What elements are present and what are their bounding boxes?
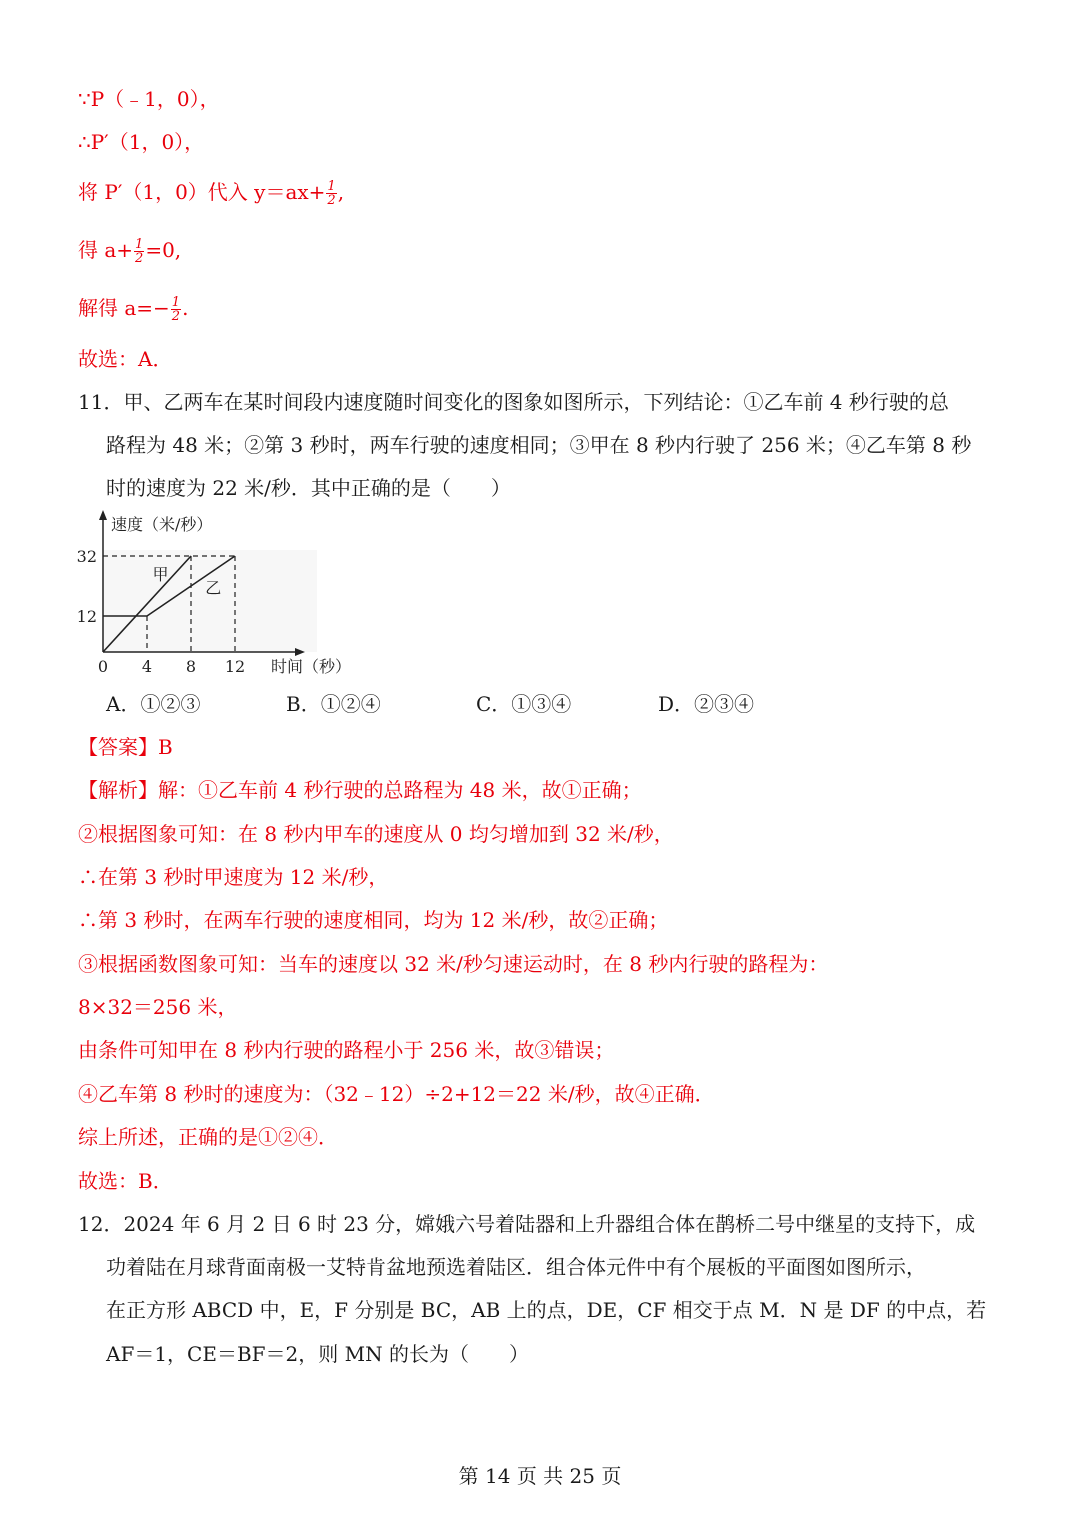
q11-line-2: 路程为 48 米；②第 3 秒时，两车行驶的速度相同；③甲在 8 秒内行驶了 256 米；④乙车第 8 秒: [106, 433, 972, 457]
solution-line-5-text: 解得 a=−: [78, 296, 170, 320]
analysis-line: 8×32＝256 米，: [78, 995, 238, 1019]
analysis-line: ④乙车第 8 秒时的速度为：（32﹣12）÷2+12＝22 米/秒，故④正确．: [78, 1082, 715, 1106]
solution-line-4: 得 a+ $\frac{1}{2}$ =0,: [78, 237, 182, 266]
analysis-line: ∴在第 3 秒时甲速度为 12 米/秒，: [78, 865, 389, 889]
page-footer: 第 14 页 共 25 页: [458, 1464, 622, 1488]
analysis-line: ∴第 3 秒时，在两车行驶的速度相同，均为 12 米/秒，故②正确；: [78, 908, 669, 932]
option-d[interactable]: D．②③④: [658, 692, 755, 716]
y-axis-arrow: [99, 510, 107, 520]
analysis-line: 综上所述，正确的是①②④．: [78, 1125, 338, 1149]
y-tick-label: 12: [76, 607, 97, 626]
q12-line-2: 功着陆在月球背面南极一艾特肯盆地预选着陆区．组合体元件中有个展板的平面图如图所示，: [106, 1255, 926, 1279]
answer-label: 【答案】B: [78, 735, 173, 759]
x-axis-label: 时间（秒）: [271, 657, 352, 676]
fraction-half: $\frac{1}{2}$: [171, 295, 181, 324]
fraction-half: $\frac{1}{2}$: [135, 237, 144, 266]
option-b[interactable]: B．①②④: [286, 692, 381, 716]
y-axis-label: 速度（米/秒）: [111, 515, 213, 534]
analysis-line: ③根据函数图象可知：当车的速度以 32 米/秒匀速运动时，在 8 秒内行驶的路程为：: [78, 952, 829, 976]
analysis-line: 【解析】解：①乙车前 4 秒行驶的总路程为 48 米，故①正确；: [78, 778, 642, 802]
q12-line-1: 12．2024 年 6 月 2 日 6 时 23 分，嫦娥六号着陆器和上升器组合体在鹊桥二号中继星的支持下，成: [78, 1212, 976, 1236]
solution-line-2: ∴P′（1，0），: [78, 130, 205, 154]
series-label-yi: 乙: [205, 578, 222, 598]
analysis-line: 故选：B．: [78, 1169, 173, 1193]
speed-time-chart: [75, 510, 375, 682]
solution-line-3: 将 P′（1，0）代入 y＝ax+ $\frac{1}{2}$ ,: [78, 179, 345, 208]
solution-line-4-text: 得 a+: [78, 238, 134, 262]
x-tick-label: 8: [185, 657, 197, 676]
option-c[interactable]: C．①③④: [476, 692, 572, 716]
y-tick-label: 32: [76, 547, 97, 566]
x-tick-label: 0: [97, 657, 109, 676]
x-tick-label: 12: [224, 657, 246, 676]
q11-line-1: 11．甲、乙两车在某时间段内速度随时间变化的图象如图所示，下列结论：①乙车前 4 秒行驶的总: [78, 390, 949, 414]
q11-line-3: 时的速度为 22 米/秒．其中正确的是（ ）: [106, 476, 511, 500]
analysis-line: 由条件可知甲在 8 秒内行驶的路程小于 256 米，故③错误；: [78, 1038, 615, 1062]
plot-background: [103, 550, 317, 652]
solution-line-1: ∵P（﹣1，0），: [78, 87, 220, 111]
x-tick-label: 4: [141, 657, 153, 676]
solution-choice: 故选：A．: [78, 347, 173, 371]
fraction-half: $\frac{1}{2}$: [327, 179, 336, 208]
option-a[interactable]: A．①②③: [106, 692, 201, 716]
analysis-line: ②根据图象可知：在 8 秒内甲车的速度从 0 均匀增加到 32 米/秒，: [78, 822, 674, 846]
solution-line-3-text: 将 P′（1，0）代入 y＝ax+: [78, 180, 326, 204]
series-label-jia: 甲: [152, 565, 169, 584]
solution-line-5: 解得 a=− $\frac{1}{2}$ .: [78, 295, 189, 324]
q12-line-4: AF＝1，CE＝BF＝2，则 MN 的长为（ ）: [106, 1342, 529, 1366]
q12-line-3: 在正方形 ABCD 中，E，F 分别是 BC，AB 上的点，DE，CF 相交于点 M．N 是 DF 的中点，若: [106, 1298, 987, 1322]
